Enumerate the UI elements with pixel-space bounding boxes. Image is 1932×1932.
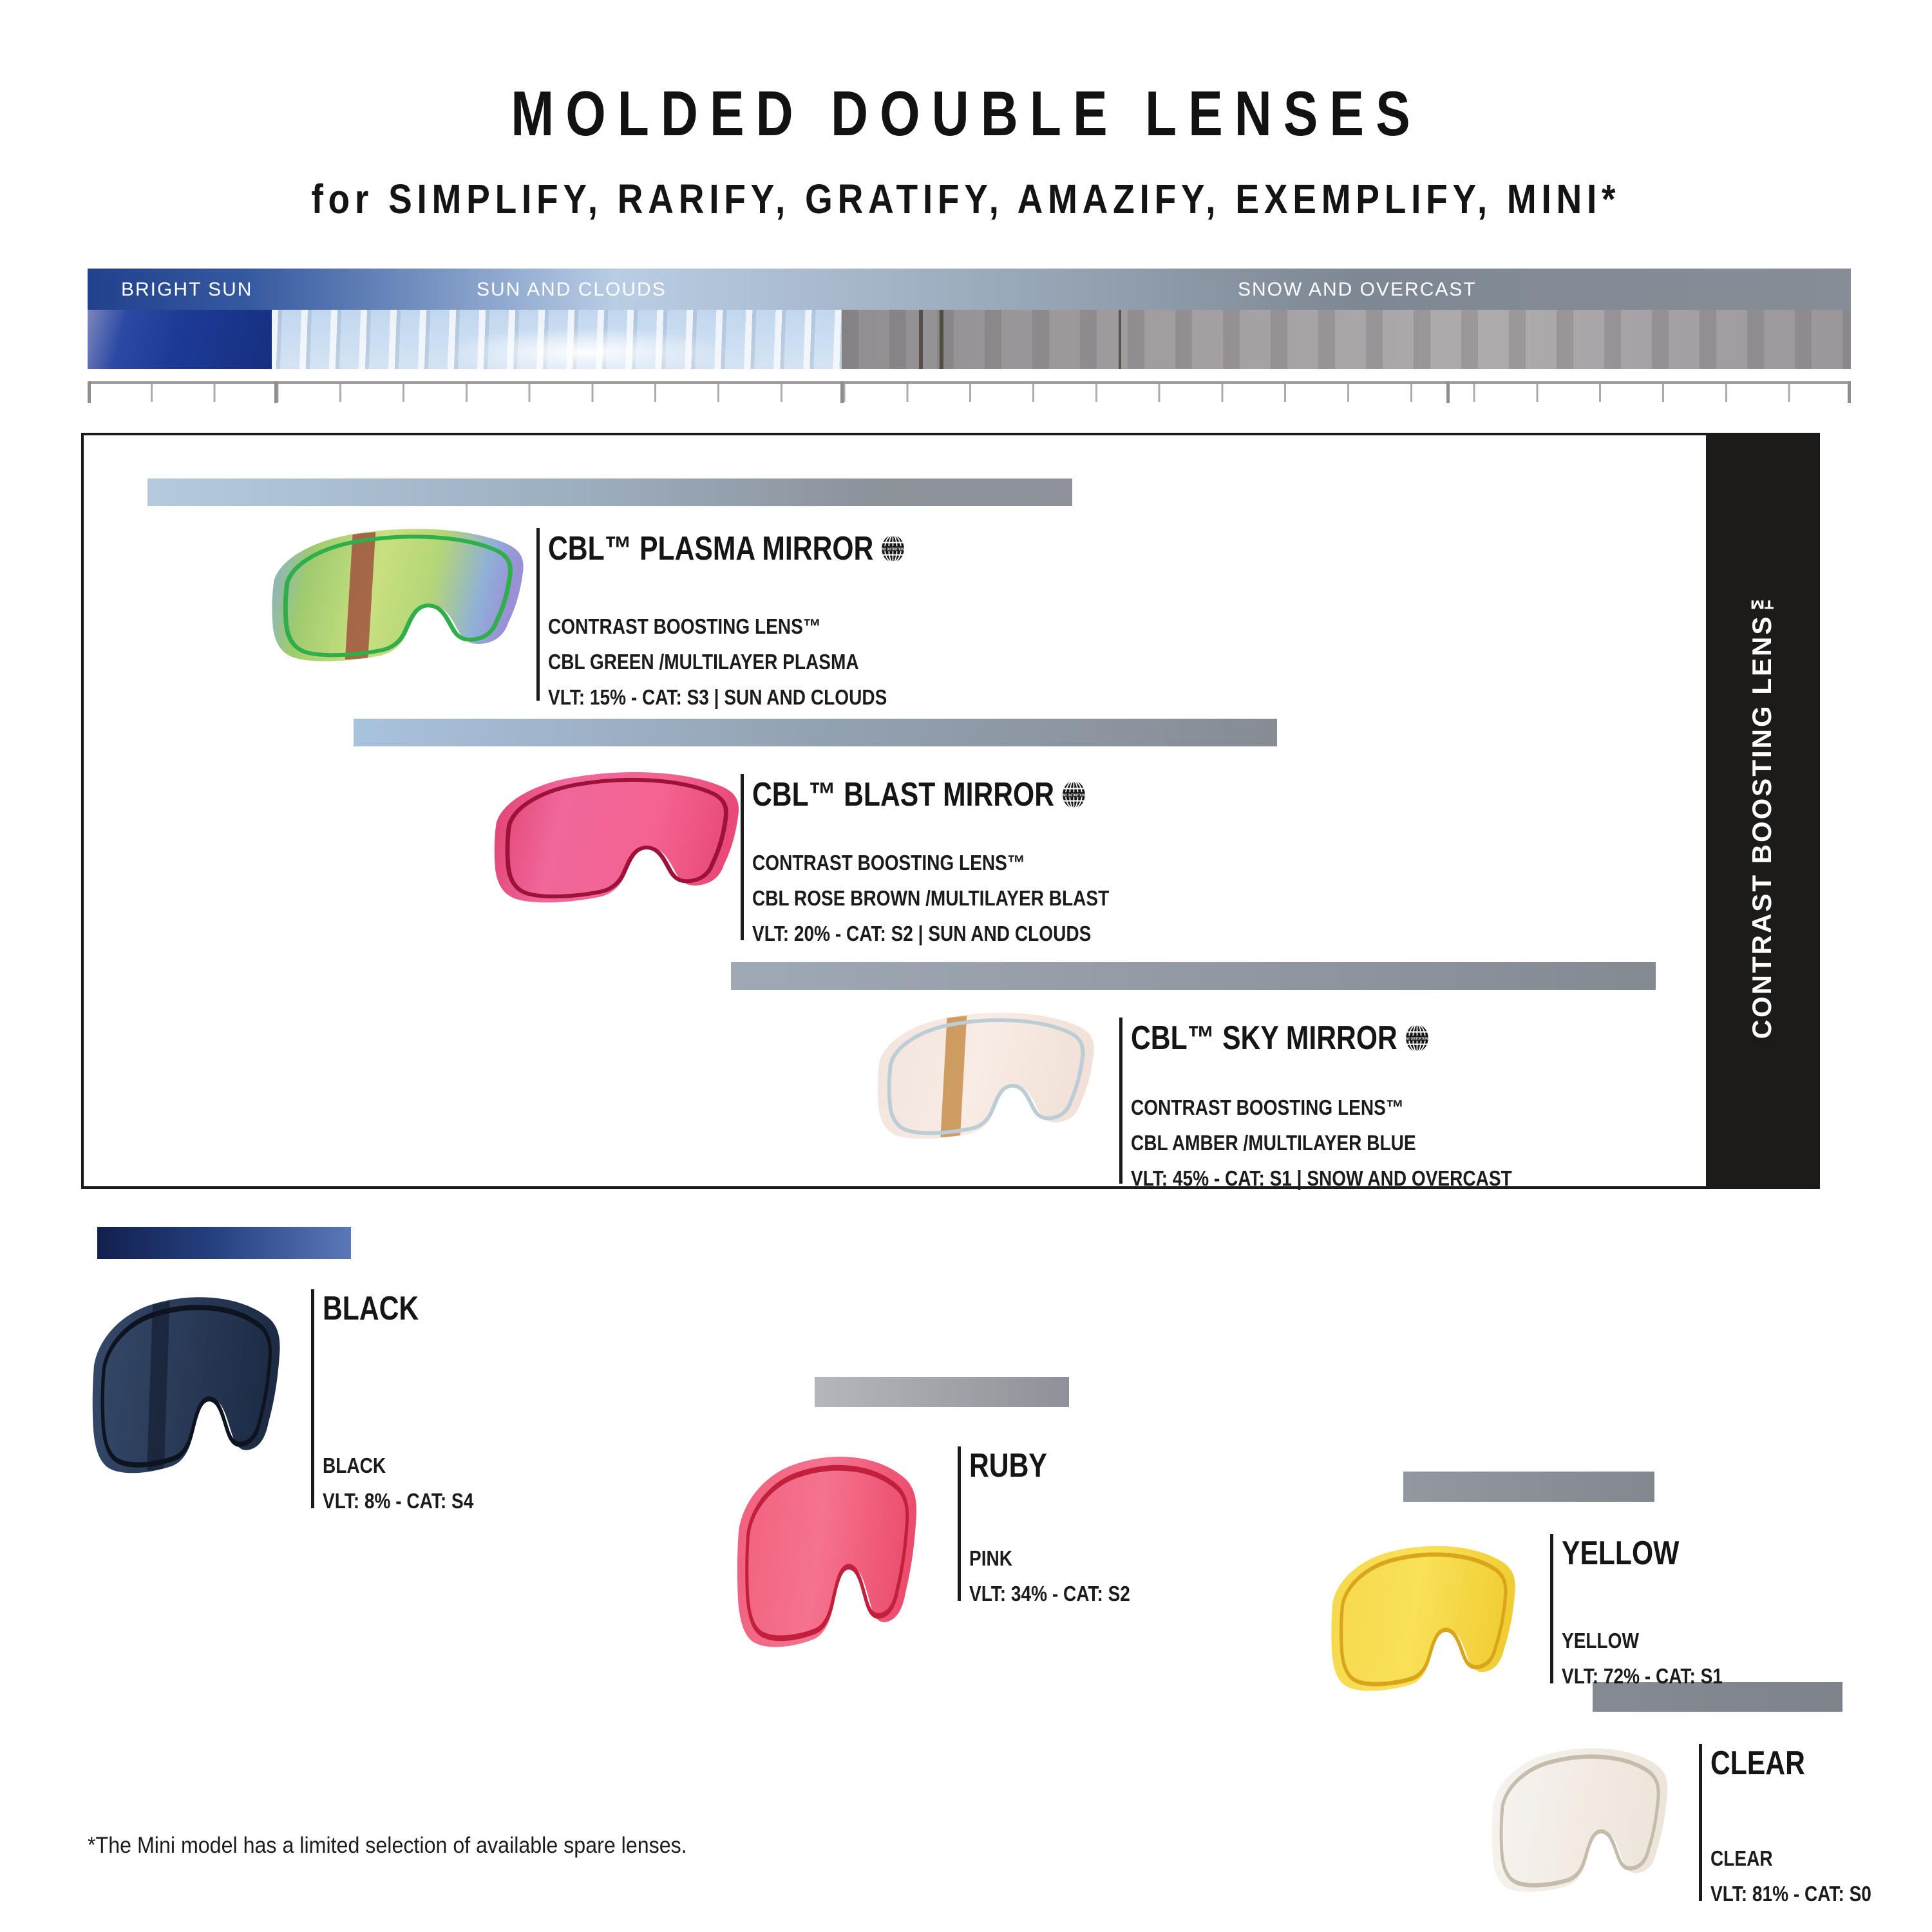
blast-lens-name: CBL™ BLAST MIRROR [752,776,1055,813]
ruby-lens-details [969,1540,1130,1611]
plasma-lens-title [548,529,906,568]
sky-lens-details [1131,1090,1512,1196]
lens-detail-line: CONTRAST BOOSTING LENS™ [1131,1095,1404,1119]
lens-detail-line: VLT: 81% - CAT: S0 [1710,1882,1871,1906]
light-condition-gradient-band [88,269,1851,310]
divider-line [536,528,540,701]
sky-range-bar [731,962,1656,990]
ruby-lens-title: RUBY [969,1447,1047,1484]
cbl-sidebar-label: CONTRAST BOOSTING LENS™ [1746,582,1777,1039]
bright-sun-photo [88,310,272,369]
light-scale-ruler [88,381,1851,406]
blast-lens-title [752,775,1087,814]
plasma-lens-name: CBL™ PLASMA MIRROR [548,530,874,567]
svg-text:NO DISTORTION: NO DISTORTION [882,548,904,552]
yellow-range-bar [1403,1472,1654,1502]
lens-detail-line: VLT: 15% - CAT: S3 | SUN AND CLOUDS [548,685,887,709]
lens-detail-line: PINK [969,1546,1013,1570]
no-distortion-globe-icon [880,534,906,564]
plasma-lens-image [255,519,533,684]
yellow-lens-title: YELLOW [1562,1535,1680,1572]
clear-lens-title: CLEAR [1710,1745,1805,1782]
sky-lens-image [863,1003,1103,1160]
lens-detail-line: CBL ROSE BROWN /MULTILAYER BLAST [752,886,1110,910]
sun-and-clouds-photo [272,310,842,369]
divider-line [1699,1744,1702,1901]
page-title: MOLDED DOUBLE LENSES [510,78,1422,149]
snow-and-overcast-photo [842,310,1851,369]
black-range-bar [97,1227,351,1259]
ruby-range-bar [815,1377,1069,1407]
label-bright-sun: BRIGHT SUN [121,279,253,300]
ruler-major-tick [88,381,91,403]
plasma-range-bar [147,478,1072,506]
ruler-major-tick [840,381,844,403]
light-condition-strip [88,269,1851,369]
lens-detail-line: VLT: 34% - CAT: S2 [969,1582,1130,1605]
label-snow-and-overcast: SNOW AND OVERCAST [1238,279,1477,300]
label-sun-and-clouds: SUN AND CLOUDS [477,279,667,300]
lens-detail-line: CLEAR [1710,1846,1773,1870]
blast-lens-image [478,762,748,925]
ruler-major-tick [274,381,278,403]
tree-trunk-shape [940,310,943,369]
lens-detail-line: CBL GREEN /MULTILAYER PLASMA [548,650,859,674]
lens-detail-line: BLACK [323,1454,386,1477]
svg-text:NO DISTORTION: NO DISTORTION [1406,1037,1428,1041]
ruler-major-tick [1848,381,1851,403]
sky-lens-name: CBL™ SKY MIRROR [1131,1019,1397,1057]
ruler-major-tick [1446,381,1450,403]
sky-lens-title [1131,1019,1430,1057]
yellow-lens-image [1319,1535,1522,1716]
divider-line [958,1446,961,1601]
clear-lens-image [1480,1738,1674,1917]
lens-detail-line: VLT: 72% - CAT: S1 [1562,1664,1723,1688]
plasma-lens-details [548,609,887,715]
blast-lens-details [752,845,1109,951]
cbl-sidebar [1706,435,1817,1186]
lens-detail-line: YELLOW [1562,1629,1639,1653]
lens-detail-line: VLT: 20% - CAT: S2 | SUN AND CLOUDS [752,922,1092,945]
divider-line [741,774,744,940]
light-condition-photos [88,310,1851,369]
black-lens-details [323,1448,473,1519]
tree-trunk-shape [1119,310,1121,369]
no-distortion-globe-icon [1404,1023,1430,1053]
tree-trunk-shape [919,310,923,369]
lens-detail-line: VLT: 45% - CAT: S1 | SNOW AND OVERCAST [1131,1166,1512,1190]
black-lens-image [80,1284,287,1503]
no-distortion-globe-icon [1061,780,1087,810]
blast-range-bar [354,719,1277,746]
clear-lens-details [1710,1841,1871,1911]
svg-text:NO DISTORTION: NO DISTORTION [1063,794,1085,798]
footnote: *The Mini model has a limited selection of available spare lenses. [88,1833,687,1858]
lens-detail-line: CONTRAST BOOSTING LENS™ [548,614,821,638]
lens-detail-line: CONTRAST BOOSTING LENS™ [752,851,1025,875]
ruby-lens-image [725,1443,923,1680]
yellow-lens-details [1562,1623,1723,1694]
black-lens-title: BLACK [323,1290,419,1327]
page-subtitle: for SIMPLIFY, RARIFY, GRATIFY, AMAZIFY, EXEMPLIFY, MINI* [311,176,1621,222]
divider-line [311,1289,314,1508]
lens-detail-line: VLT: 8% - CAT: S4 [323,1489,474,1513]
divider-line [1119,1018,1122,1184]
lens-detail-line: CBL AMBER /MULTILAYER BLUE [1131,1131,1416,1155]
divider-line [1550,1534,1553,1683]
